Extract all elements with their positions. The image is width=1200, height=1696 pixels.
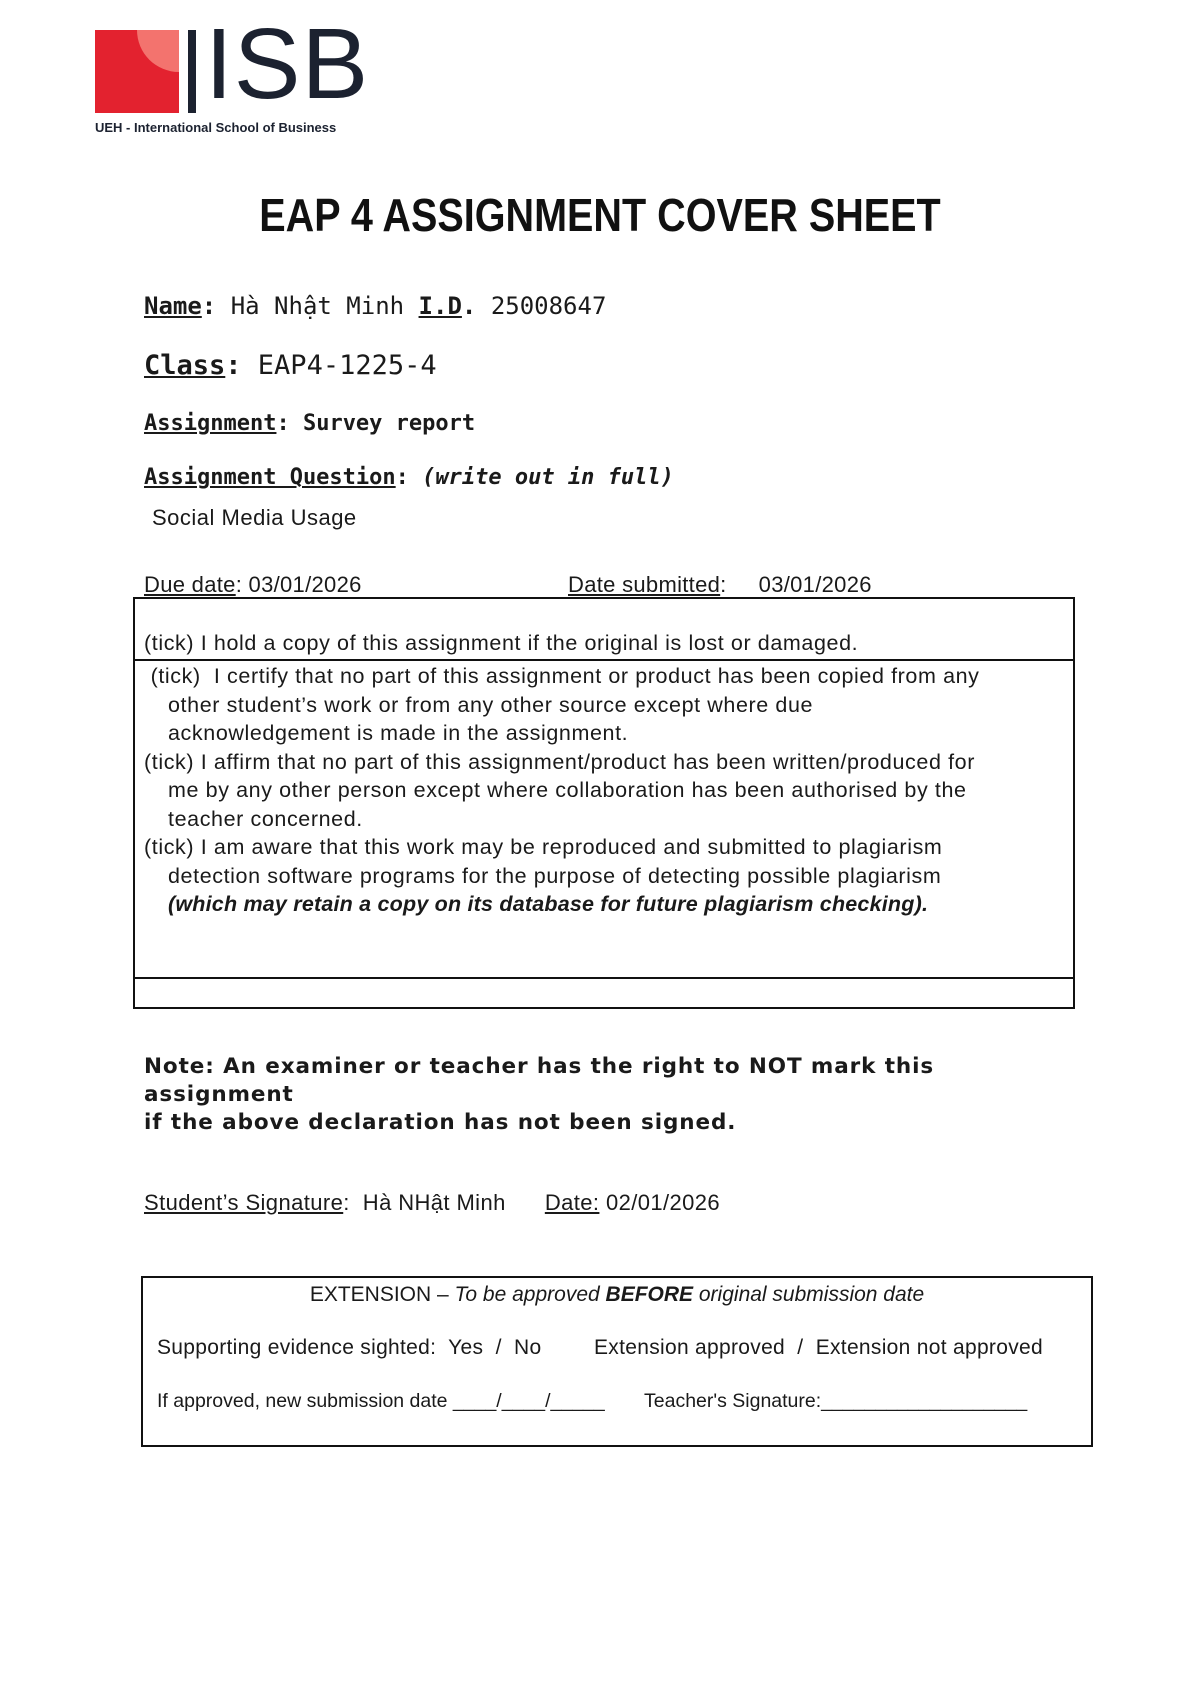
date-submitted-value: 03/01/2026: [758, 572, 872, 597]
logo-wordmark: ISB: [205, 8, 370, 120]
aware-line-2: detection software programs for the purpose of detecting possible plagiarism: [168, 863, 942, 888]
new-submission-date: If approved, new submission date ____/____/_____: [157, 1390, 605, 1412]
isb-logo: [95, 8, 395, 140]
due-date-row: Due date: 03/01/2026: [144, 572, 362, 597]
class-row: Class: EAP4-1225-4: [144, 350, 437, 381]
extension-title-italic-2: original submission date: [693, 1283, 925, 1306]
question-row: Assignment Question: (write out in full): [144, 465, 674, 490]
signature-value: Hà NHật Minh: [362, 1190, 506, 1215]
extension-box: [141, 1276, 1093, 1447]
supporting-evidence: Supporting evidence sighted: Yes / No: [157, 1336, 542, 1359]
due-date-label: Due date: [144, 572, 236, 597]
assignment-value: Survey report: [302, 411, 476, 436]
date-submitted-label: Date submitted: [568, 572, 721, 597]
affirm-line-2: me by any other person except where collaboration has been authorised by the: [168, 778, 967, 802]
affirm-line-1: (tick) I affirm that no part of this assignment/product has been written/produced for: [144, 749, 975, 774]
due-date-value: 03/01/2026: [248, 572, 362, 597]
signature-date-value: 02/01/2026: [605, 1190, 721, 1215]
assignment-label: Assignment: [144, 411, 277, 436]
certify-line-1: (tick) I certify that no part of this assignment or product has been copied from any: [144, 664, 980, 688]
note-line-2: if the above declaration has not been signed.: [144, 1110, 737, 1135]
declaration-box: [133, 597, 1075, 1009]
declaration-divider: [135, 659, 1073, 661]
note-line-1: Note: An examiner or teacher has the right to NOT mark this assignment: [144, 1054, 935, 1107]
question-label: Assignment Question: [144, 465, 396, 490]
question-answer: Social Media Usage: [152, 505, 357, 530]
id-value: 25008647: [490, 292, 607, 320]
page-title: EAP 4 ASSIGNMENT COVER SHEET: [259, 189, 941, 241]
certify-line-2: other student’s work or from any other source except where due: [168, 692, 814, 717]
class-value: EAP4-1225-4: [257, 350, 437, 381]
extension-approval: Extension approved / Extension not approved: [594, 1336, 1043, 1359]
extension-title-prefix: EXTENSION –: [309, 1283, 455, 1306]
name-value: Hà Nhật Minh: [230, 292, 405, 320]
aware-line-3: (which may retain a copy on its database for future plagiarism checking).: [168, 892, 929, 916]
date-submitted-row: Date submitted: 03/01/2026: [568, 572, 872, 597]
declaration-body: [144, 662, 1065, 919]
note: [144, 1053, 1084, 1137]
logo-mark: [95, 30, 179, 113]
certify-line-3: acknowledgement is made in the assignment.: [168, 721, 629, 745]
signature-row: Student’s Signature: Hà NHật Minh Date: 02/01/2026: [144, 1190, 721, 1215]
name-row: Name: Hà Nhật Minh I.D. 25008647: [144, 292, 607, 320]
name-label: Name: [144, 292, 202, 320]
question-hint: (write out in full): [422, 465, 674, 490]
assignment-row: Assignment: Survey report: [144, 411, 476, 436]
declaration-copy-line: (tick) I hold a copy of this assignment if the original is lost or damaged.: [144, 631, 859, 655]
id-label: I.D: [418, 292, 462, 320]
declaration-divider-bottom: [135, 977, 1073, 979]
extension-title-bold: BEFORE: [605, 1283, 694, 1306]
logo-divider: [188, 30, 196, 113]
logo-subtitle: UEH - International School of Business: [95, 120, 337, 135]
signature-date-label: Date:: [544, 1190, 600, 1215]
extension-title: [143, 1283, 1091, 1307]
teacher-signature: Teacher's Signature:___________________: [644, 1390, 1028, 1412]
aware-line-1: (tick) I am aware that this work may be reproduced and submitted to plagiarism: [144, 835, 943, 859]
signature-label: Student’s Signature: [144, 1190, 344, 1215]
extension-title-italic-1: To be approved: [454, 1283, 606, 1306]
affirm-line-3: teacher concerned.: [168, 806, 363, 831]
class-label: Class: [144, 350, 226, 381]
